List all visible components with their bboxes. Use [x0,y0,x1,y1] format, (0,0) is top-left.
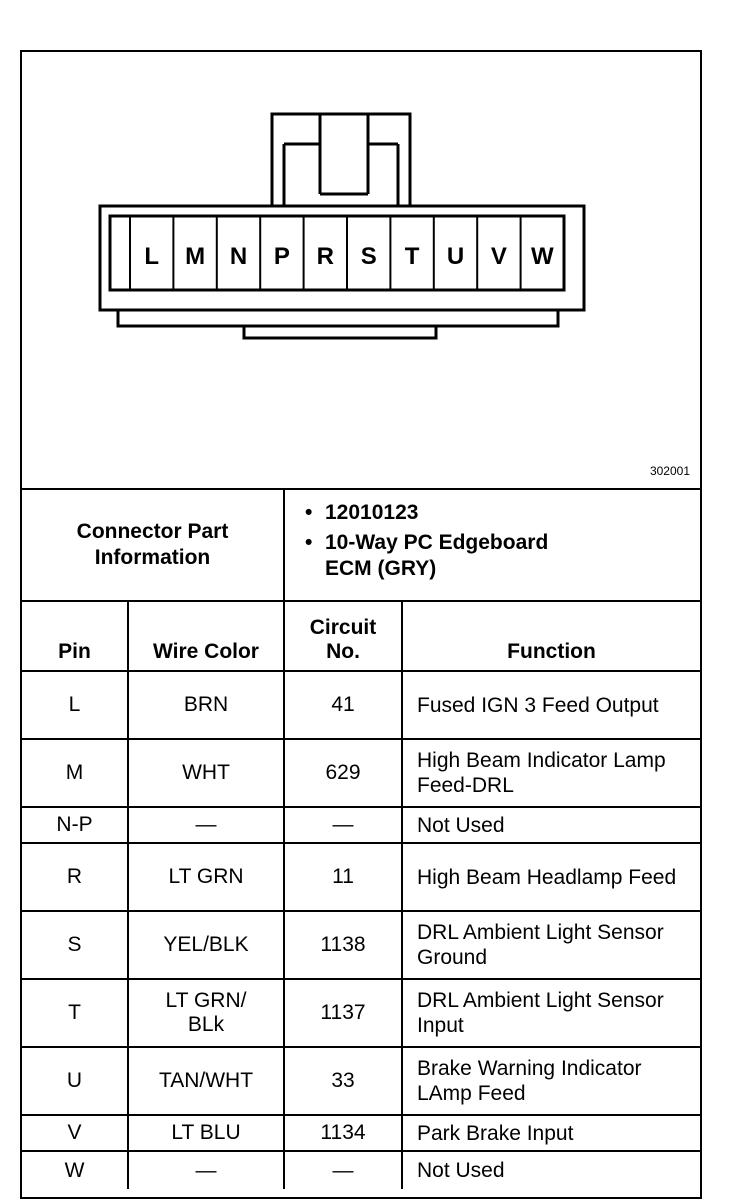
circuit-cell [284,1115,402,1151]
table-row [22,671,700,739]
pin-cell [22,911,128,979]
table-row [22,979,700,1047]
connector-latch-outer [272,114,410,206]
wire-color-cell [128,739,284,807]
wire-color-cell [128,1115,284,1151]
circuit-cell-text: 41 [331,693,355,716]
pin-cell-text: V [67,1121,82,1144]
pin-label-u: U [446,243,465,270]
pin-cell [22,1115,128,1151]
circuit-cell [284,843,402,911]
circuit-cell [284,1047,402,1115]
circuit-cell-text: 11 [332,865,354,888]
pin-label-t: T [404,243,420,270]
connector-info-list [284,489,700,601]
function-cell [402,1115,700,1151]
wire-color-cell [128,843,284,911]
header-function: Function [402,601,700,671]
wire-color-cell-text: BRN [183,693,229,716]
function-cell-text: High Beam Indicator Lamp Feed-DRL [417,749,666,797]
wire-color-cell [128,807,284,843]
pin-cell-text: M [65,761,84,784]
connector-info-label: Connector Part Information [22,489,284,601]
function-cell [402,911,700,979]
table-row [22,739,700,807]
function-cell [402,979,700,1047]
pin-label-l: L [144,243,160,270]
pin-label-w: W [530,243,554,270]
circuit-cell-text: 1138 [320,933,366,956]
wire-color-cell [128,671,284,739]
table-row [22,911,700,979]
table-row [22,1151,700,1189]
pin-cell-text: U [66,1069,83,1092]
pin-label-m: M [185,243,206,270]
pin-cell-text: W [64,1158,85,1182]
connector-sheet [20,50,702,1199]
table-row [22,1047,700,1115]
figure-number: 302001 [649,464,690,478]
function-cell [402,671,700,739]
circuit-cell-text: 1137 [320,1001,366,1024]
wire-color-cell-text: LT BLU [171,1121,241,1144]
circuit-cell [284,739,402,807]
wire-color-cell-text: — [195,813,217,836]
wire-color-cell [128,911,284,979]
wire-color-cell [128,1151,284,1189]
function-cell-text: DRL Ambient Light Sensor Input [417,989,664,1037]
connector-info-row [22,489,700,601]
pin-cell-text: N-P [56,813,93,836]
function-cell-text: Park Brake Input [417,1121,574,1145]
pin-label-v: V [490,243,507,270]
circuit-cell-text: 1134 [320,1121,366,1144]
circuit-cell [284,979,402,1047]
function-cell-text: DRL Ambient Light Sensor Ground [417,921,664,969]
table-header-row [22,601,700,671]
function-cell-text: Brake Warning Indicator LAmp Feed [417,1057,642,1105]
wire-color-cell-text: — [195,1158,217,1182]
function-cell [402,1047,700,1115]
function-cell-text: Fused IGN 3 Feed Output [417,693,659,717]
function-cell [402,807,700,843]
pin-cell [22,1047,128,1115]
pin-cell [22,807,128,843]
pin-label-n: N [229,243,248,270]
function-cell-text: Not Used [417,813,505,837]
wire-color-cell-text: YEL/BLK [163,933,249,956]
circuit-cell [284,911,402,979]
circuit-cell-text: 629 [325,761,361,784]
wire-color-cell-text: LT GRN [168,865,244,888]
pin-cell [22,739,128,807]
function-cell-text: Not Used [417,1159,505,1182]
pin-cell [22,843,128,911]
circuit-cell [284,671,402,739]
wire-color-cell-text: TAN/WHT [158,1069,254,1092]
pinout-table [22,488,700,1189]
pin-label-s: S [360,243,377,270]
table-row [22,843,700,911]
function-cell [402,739,700,807]
circuit-cell-text: — [332,813,354,836]
header-circuit: Circuit No. [284,601,402,671]
circuit-cell [284,1151,402,1189]
pin-cell-text: R [66,865,83,888]
circuit-cell-text: — [332,1158,354,1182]
circuit-cell-text: 33 [331,1069,355,1092]
pin-cell-text: L [68,693,81,716]
connector-part-number: • 12010123 [305,501,419,524]
pin-cell [22,1151,128,1189]
header-pin: Pin [22,601,128,671]
header-wire-color: Wire Color [128,601,284,671]
wire-color-cell-text: WHT [182,761,230,784]
pin-cell [22,671,128,739]
pin-cell [22,979,128,1047]
function-cell-text: High Beam Headlamp Feed [417,865,677,889]
wire-color-cell-text: LT GRN/ BLk [165,989,247,1036]
connector-description: • 10-Way PC Edgeboard ECM (GRY) [305,531,549,580]
table-row [22,807,700,843]
pin-cell-text: S [67,933,82,956]
wire-color-cell [128,1047,284,1115]
connector-diagram [22,52,700,490]
pin-label-r: R [316,243,334,270]
function-cell [402,843,700,911]
function-cell [402,1151,700,1189]
circuit-cell [284,807,402,843]
wire-color-cell [128,979,284,1047]
pin-label-p: P [273,243,290,270]
table-row [22,1115,700,1151]
pin-cell-text: T [68,1001,81,1024]
connector-drawing [22,52,700,490]
